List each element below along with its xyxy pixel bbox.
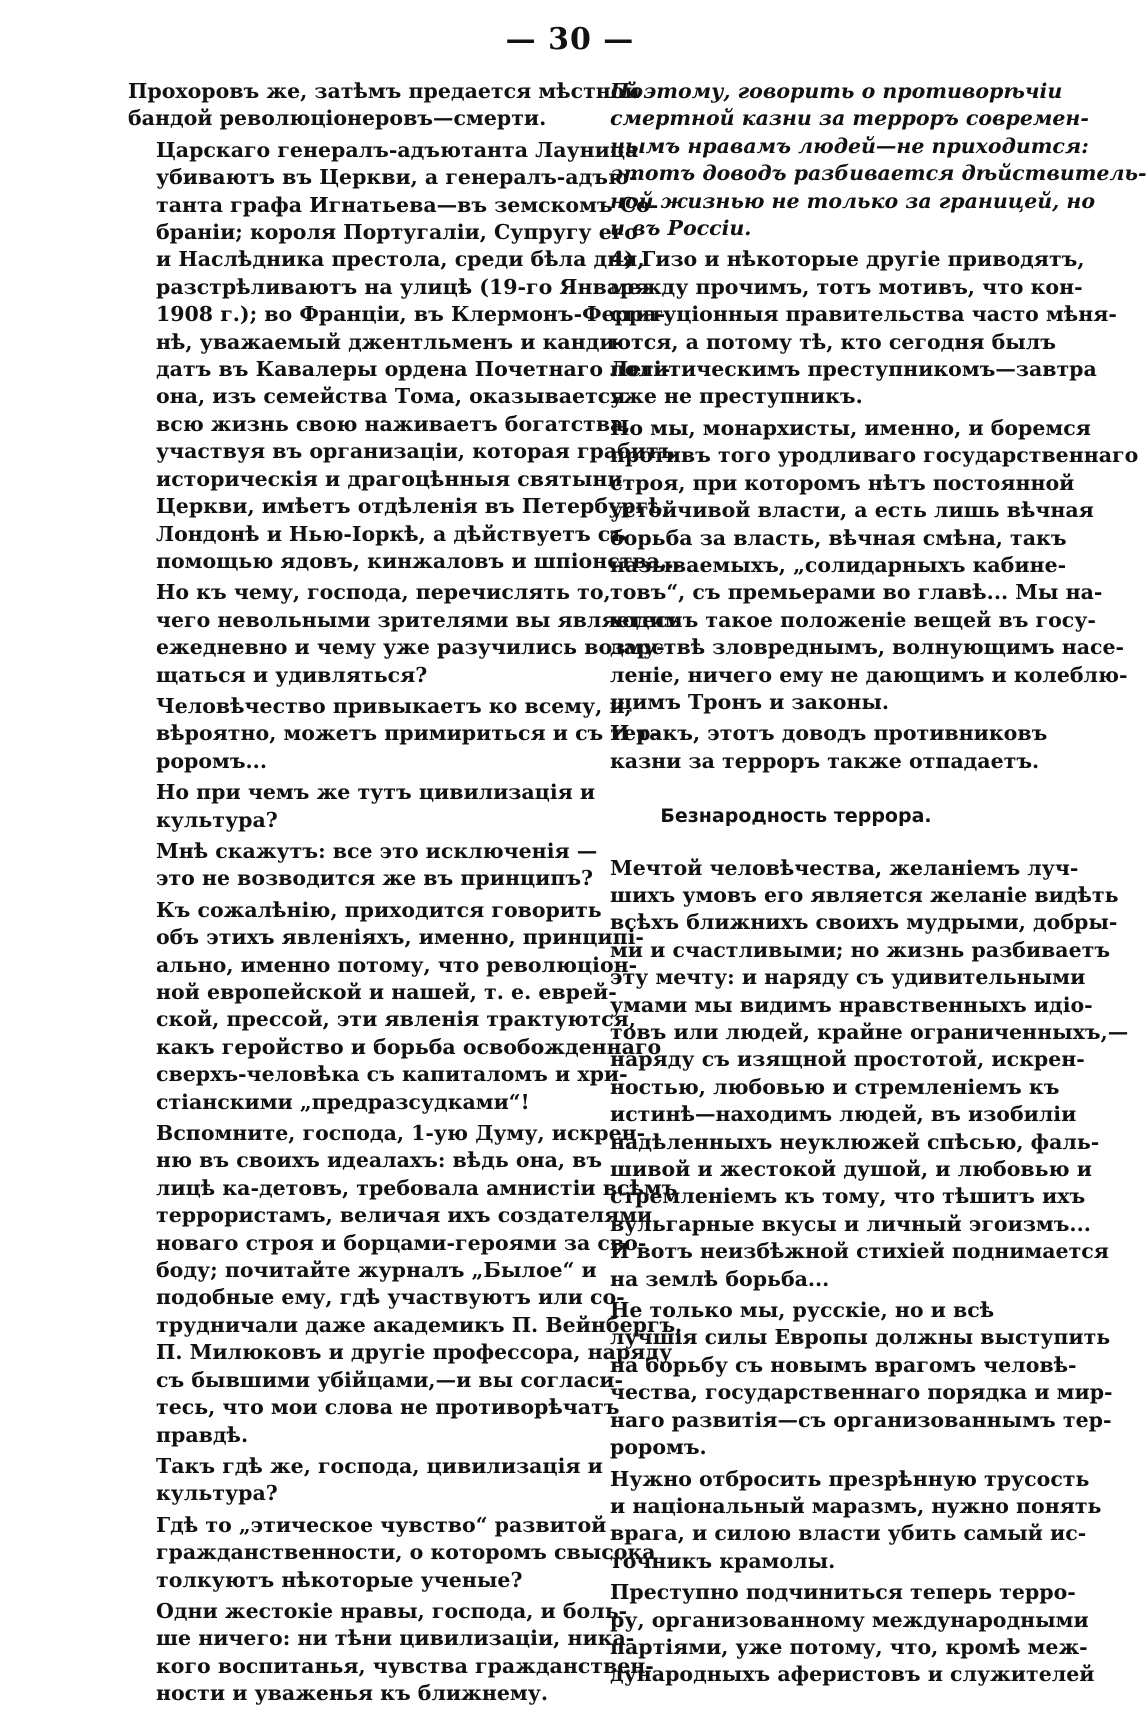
text-line: строя, при которомъ нѣтъ постоянной — [610, 470, 1075, 495]
text-line: роромъ... — [156, 748, 267, 773]
left-column-paragraph — [128, 897, 662, 1116]
text-line: врага, и силою власти убить самый ис- — [610, 1521, 1087, 1546]
text-line: гражданственности, о которомъ свысока — [156, 1540, 656, 1565]
text-line: Не только мы, русскіе, но и всѣ — [610, 1298, 995, 1323]
text-line: танта графа Игнатьева—въ земскомъ Со- — [156, 192, 659, 217]
text-line: Мнѣ скажутъ: все это исключенія — — [156, 838, 598, 863]
text-line: Къ сожалѣнію, приходится говорить — [156, 897, 602, 922]
left-column-paragraph — [128, 693, 660, 775]
text-line: борьба за власть, вѣчная смѣна, такъ — [610, 525, 1067, 550]
text-line: Лондонѣ и Нью-Іоркѣ, а дѣйствуетъ съ — [156, 521, 627, 546]
text-line: П. Милюковъ и другіе профессора, наряду — [156, 1340, 673, 1365]
text-line: какъ геройство и борьба освобожденнаго — [156, 1034, 662, 1059]
text-line: дарствѣ зловреднымъ, волнующимъ насе- — [610, 635, 1125, 660]
text-line: ню въ своихъ идеалахъ: вѣдь она, въ — [156, 1148, 603, 1173]
text-line: участвуя въ организаціи, которая грабитъ — [156, 439, 675, 464]
text-line: трудничали даже академикъ П. Вейнбергъ, — [156, 1312, 683, 1337]
text-line: боду; почитайте журналъ „Былое“ и — [156, 1258, 597, 1283]
text-line: Гдѣ то „этическое чувство“ развитой — [156, 1512, 607, 1537]
text-line: нѣ, уважаемый джентльменъ и канди- — [156, 329, 624, 354]
text-line: съ бывшими убійцами,—и вы согласи- — [156, 1367, 623, 1392]
text-line: Но мы, монархисты, именно, и боремся — [610, 415, 1091, 440]
text-line: нымъ нравамъ людей—не приходится: — [610, 133, 1089, 158]
text-line: разстрѣливаютъ на улицѣ (19-го Января — [156, 274, 650, 299]
text-line: роромъ. — [610, 1435, 707, 1460]
text-line: между прочимъ, тотъ мотивъ, что кон- — [610, 274, 1083, 299]
text-line: и Наслѣдника престола, среди бѣла дня, — [156, 247, 645, 272]
right-column — [582, 78, 1147, 1693]
text-line: устойчивой власти, а есть лишь вѣчная — [610, 498, 1094, 523]
text-line: умами мы видимъ нравственныхъ идіо- — [610, 992, 1093, 1017]
text-line: политическимъ преступникомъ—завтра — [610, 357, 1097, 382]
text-line: надѣленныхъ неуклюжей спѣсью, фаль- — [610, 1129, 1100, 1154]
text-line: ституціонныя правительства часто мѣня- — [610, 302, 1117, 327]
text-line: Но при чемъ же тутъ цивилизація и — [156, 780, 596, 805]
text-line: дународныхъ аферистовъ и служителей — [610, 1662, 1095, 1687]
text-line: ше ничего: ни тѣни цивилизаціи, ника- — [156, 1626, 635, 1651]
left-column-paragraph — [128, 1453, 603, 1508]
text-line: Вспомните, господа, 1-ую Думу, искрен- — [156, 1121, 646, 1146]
text-line: эту мечту: и наряду съ удивительными — [610, 965, 1086, 990]
text-line: на борьбу съ новымъ врагомъ человѣ- — [610, 1352, 1077, 1377]
text-line: вульгарные вкусы и личный эгоизмъ... — [610, 1211, 1091, 1236]
text-line: лучшія силы Европы должны выступить — [610, 1325, 1111, 1350]
text-line: Такъ гдѣ же, господа, цивилизація и — [156, 1453, 603, 1478]
text-line: казни за терроръ также отпадаетъ. — [610, 748, 1040, 773]
text-line: Мечтой человѣчества, желаніемъ луч- — [610, 855, 1079, 880]
text-line: бандой революціонеровъ—смерти. — [128, 106, 547, 131]
text-line: леніе, ничего ему не дающимъ и колеблю- — [610, 662, 1128, 687]
right-section-paragraph — [582, 1297, 1113, 1461]
text-line: сверхъ-человѣка съ капиталомъ и хри- — [156, 1062, 628, 1087]
left-column-paragraph — [128, 1598, 654, 1708]
text-line: щимъ Тронъ и законы. — [610, 689, 890, 714]
text-line: Одни жестокіе нравы, господа, и боль- — [156, 1598, 628, 1623]
text-line: истинѣ—находимъ людей, въ изобиліи — [610, 1102, 1077, 1127]
right-column-section — [582, 855, 1129, 1689]
text-line: всѣхъ ближнихъ своихъ мудрыми, добры- — [610, 910, 1118, 935]
text-line: шихъ умовъ его является желаніе видѣть — [610, 882, 1119, 907]
text-line: ности и уваженья къ ближнему. — [156, 1681, 548, 1706]
text-line: Нужно отбросить презрѣнную трусость — [610, 1466, 1090, 1491]
text-line: Церкви, имѣетъ отдѣленія въ Петербургѣ, — [156, 494, 670, 519]
text-line: точникъ крамолы. — [610, 1548, 836, 1573]
right-section-paragraph — [582, 1579, 1095, 1689]
text-line: партіями, уже потому, что, кромѣ меж- — [610, 1634, 1088, 1659]
left-column-paragraph — [128, 838, 598, 893]
text-line: стремленіемъ къ тому, что тѣшитъ ихъ — [610, 1184, 1086, 1209]
text-line: убиваютъ въ Церкви, а генералъ-адъю- — [156, 165, 638, 190]
text-line: уже не преступникъ. — [610, 384, 863, 409]
text-line: всю жизнь свою наживаетъ богатства, — [156, 411, 631, 436]
text-line: называемыхъ, „солидарныхъ кабине- — [610, 552, 1067, 577]
text-line: Человѣчество привыкаетъ ко всему, и, — [156, 693, 632, 718]
text-line: И такъ, этотъ доводъ противниковъ — [610, 721, 1048, 746]
text-line: браніи; короля Португаліи, Супругу его — [156, 220, 638, 245]
text-line: лицѣ ка-детовъ, требовала амнистіи всѣмъ — [156, 1175, 678, 1200]
right-section-paragraph — [582, 855, 1129, 1294]
text-line: этотъ доводъ разбивается дѣйствитель- — [610, 161, 1147, 186]
text-line: ностью, любовью и стремленіемъ къ — [610, 1074, 1060, 1099]
text-line: товъ“, съ премьерами во главѣ... Мы на- — [610, 580, 1103, 605]
text-line: ально, именно потому, что революціон- — [156, 952, 638, 977]
text-line: подобные ему, гдѣ участвуютъ или со- — [156, 1285, 625, 1310]
text-line: на землѣ борьба... — [610, 1266, 830, 1291]
text-line: Царскаго генералъ-адъютанта Лауница — [156, 137, 639, 162]
text-line: объ этихъ явленіяхъ, именно, принципі- — [156, 925, 644, 950]
text-line: чества, государственнаго порядка и мир- — [610, 1380, 1113, 1405]
left-column-paragraph — [128, 779, 596, 834]
right-column-intro — [582, 78, 1147, 775]
text-line: 1908 г.); во Франціи, въ Клермонъ-Ферра- — [156, 302, 666, 327]
text-line: ной европейской и нашей, т. е. еврей- — [156, 980, 617, 1004]
text-line: датъ въ Кавалеры ордена Почетнаго Легі- — [156, 357, 671, 382]
text-line: товъ или людей, крайне ограниченныхъ,— — [610, 1020, 1129, 1044]
text-line: ежедневно и чему уже разучились возму- — [156, 635, 665, 660]
text-line: Поэтому, говорить о противорѣчіи — [610, 79, 1063, 103]
text-line: и національный маразмъ, нужно понять — [610, 1493, 1102, 1518]
text-line: Но къ чему, господа, перечислять то, — [156, 580, 611, 605]
right-intro-paragraph — [582, 246, 1117, 410]
text-line: щаться и удивляться? — [156, 662, 428, 687]
text-line: 4) Гизо и нѣкоторые другіе приводятъ, — [610, 247, 1085, 272]
text-line: ру, организованному международными — [610, 1607, 1089, 1632]
text-line: смертной казни за терроръ современ- — [610, 106, 1089, 131]
text-line: толкуютъ нѣкоторые ученые? — [156, 1567, 523, 1592]
text-line: чего невольными зрителями вы являетесь — [156, 607, 682, 632]
text-line: ходимъ такое положеніе вещей въ госу- — [610, 607, 1096, 632]
text-line: культура? — [156, 1481, 278, 1506]
text-line: и въ Россіи. — [610, 216, 752, 241]
text-line: шивой и жестокой душой, и любовью и — [610, 1157, 1092, 1182]
text-line: ми и счастливыми; но жизнь разбиваетъ — [610, 937, 1111, 962]
text-line: ной жизнью не только за границей, но — [610, 188, 1096, 213]
left-column-paragraph — [128, 579, 682, 689]
text-line: террористамъ, величая ихъ создателями — [156, 1203, 653, 1228]
text-line: новаго строя и борцами-героями за сво- — [156, 1230, 647, 1255]
text-line: помощью ядовъ, кинжаловъ и шпіонства... — [156, 548, 682, 573]
text-line: правдѣ. — [156, 1422, 249, 1447]
text-line: И вотъ неизбѣжной стихіей поднимается — [610, 1239, 1109, 1264]
text-line: ются, а потому тѣ, кто сегодня былъ — [610, 329, 1056, 354]
text-line: ской, прессой, эти явленія трактуются, — [156, 1007, 636, 1032]
right-intro-paragraph — [582, 415, 1139, 716]
text-line: противъ того уродливаго государственнаго — [610, 443, 1139, 468]
section-heading: Безнародность террора. — [660, 805, 932, 828]
text-line: кого воспитанья, чувства гражданствен- — [156, 1653, 654, 1678]
text-line: вѣроятно, можетъ примириться и съ тер- — [156, 721, 660, 746]
left-column-paragraph — [128, 78, 640, 133]
right-intro-paragraph — [582, 720, 1048, 775]
text-line: она, изъ семейства Тома, оказывается — [156, 384, 626, 409]
text-line: это не возводится же въ принципъ? — [156, 866, 594, 891]
text-line: историческія и драгоцѣнныя святыни — [156, 466, 623, 491]
right-intro-paragraph — [582, 78, 1147, 242]
right-section-paragraph — [582, 1466, 1102, 1576]
text-line: стіанскими „предразсудками“! — [156, 1089, 530, 1114]
text-line: тесь, что мои слова не противорѣчатъ — [156, 1395, 620, 1420]
text-line: Прохоровъ же, затѣмъ предается мѣстной — [128, 79, 640, 103]
text-line: наряду съ изящной простотой, искрен- — [610, 1047, 1085, 1072]
text-line: наго развитія—съ организованнымъ тер- — [610, 1407, 1112, 1432]
left-column-paragraph — [128, 1512, 656, 1594]
page-number: — 30 — — [505, 22, 635, 57]
left-column-paragraph — [128, 1120, 683, 1449]
text-line: культура? — [156, 807, 278, 832]
text-line: Преступно подчиниться теперь терро- — [610, 1580, 1076, 1605]
